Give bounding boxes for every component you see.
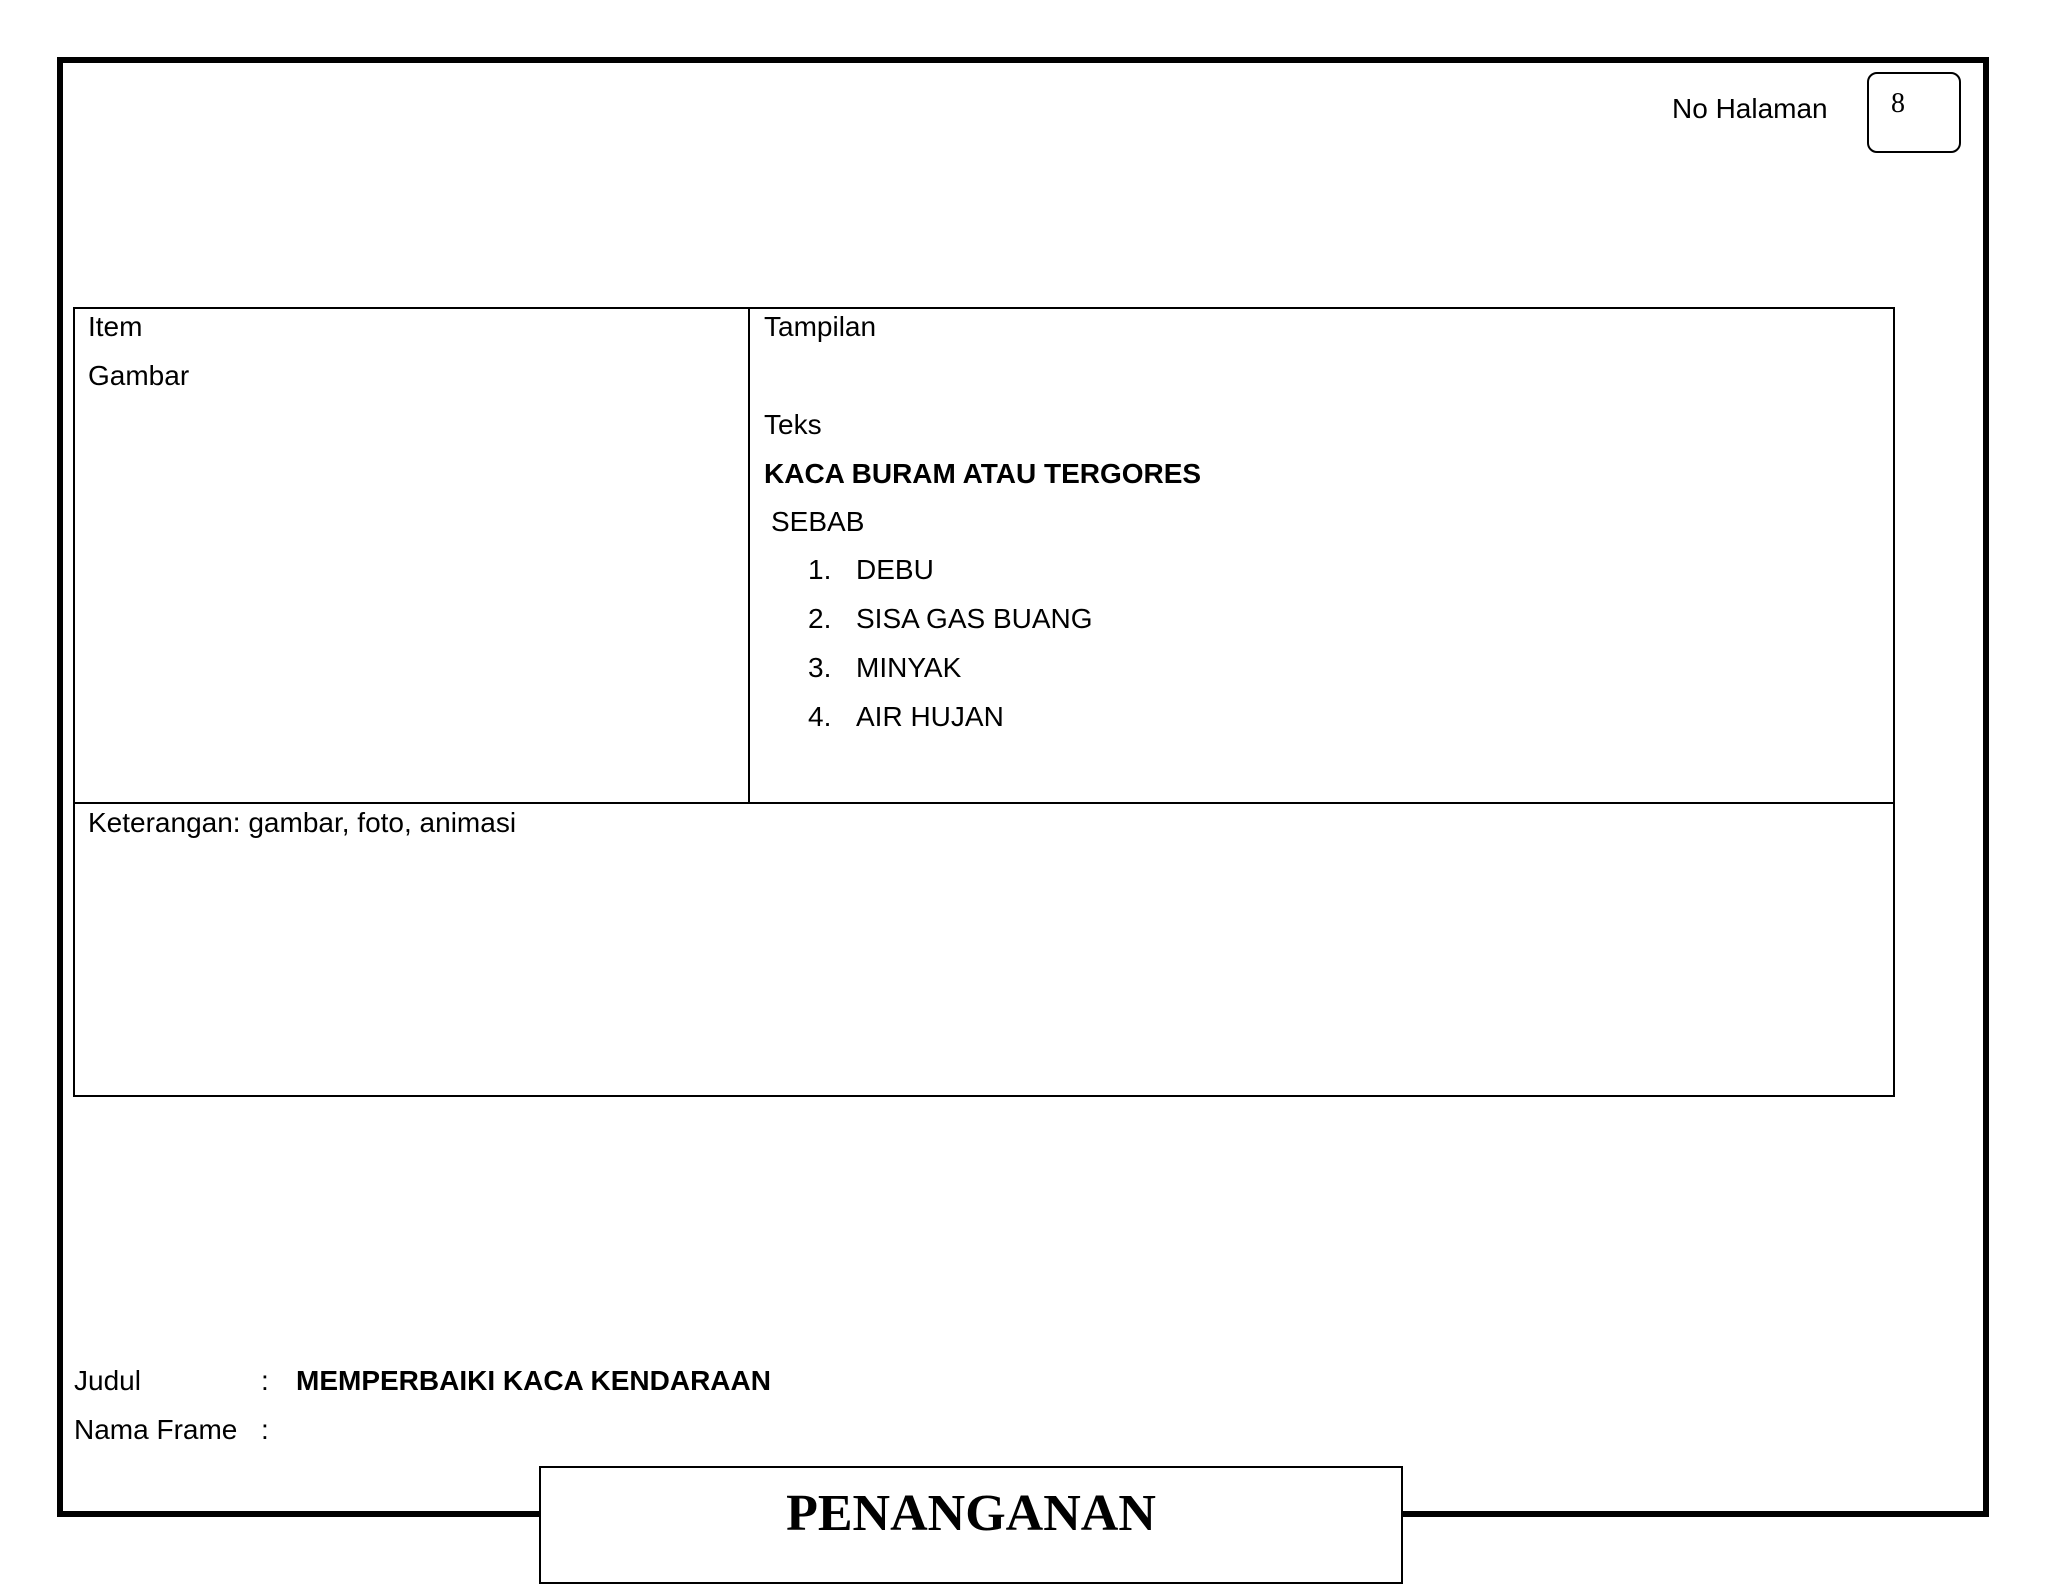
list-item-number: 4. xyxy=(808,701,832,732)
item-label: Item xyxy=(88,311,143,342)
table-row-divider xyxy=(73,802,1895,804)
section-title-box xyxy=(539,1466,1403,1584)
section-title: PENANGANAN xyxy=(786,1485,1156,1542)
keterangan-text: Keterangan: gambar, foto, animasi xyxy=(88,807,517,838)
judul-colon: : xyxy=(261,1365,269,1396)
judul-value: MEMPERBAIKI KACA KENDARAAN xyxy=(296,1365,771,1396)
tampilan-label: Tampilan xyxy=(764,311,877,342)
page-number-box xyxy=(1867,72,1961,153)
list-item-text: SISA GAS BUANG xyxy=(856,603,1093,634)
list-item-number: 2. xyxy=(808,603,832,634)
list-item xyxy=(808,553,1093,602)
causes-list xyxy=(808,553,1093,749)
sebab-label: SEBAB xyxy=(771,506,865,537)
nama-frame-label: Nama Frame xyxy=(74,1414,238,1445)
gambar-label: Gambar xyxy=(88,360,190,391)
page-number-value: 8 xyxy=(1891,88,1905,119)
list-item-text: AIR HUJAN xyxy=(856,701,1004,732)
nama-frame-colon: : xyxy=(261,1414,269,1445)
content-heading: KACA BURAM ATAU TERGORES xyxy=(764,458,1202,489)
list-item xyxy=(808,602,1093,651)
judul-label: Judul xyxy=(74,1365,141,1396)
list-item xyxy=(808,651,1093,700)
teks-label: Teks xyxy=(764,409,822,440)
list-item-text: MINYAK xyxy=(856,652,962,683)
list-item-text: DEBU xyxy=(856,554,934,585)
list-item-number: 1. xyxy=(808,554,832,585)
table-column-divider xyxy=(748,307,750,804)
list-item xyxy=(808,700,1093,749)
page-number-label: No Halaman xyxy=(1672,93,1828,124)
list-item-number: 3. xyxy=(808,652,832,683)
